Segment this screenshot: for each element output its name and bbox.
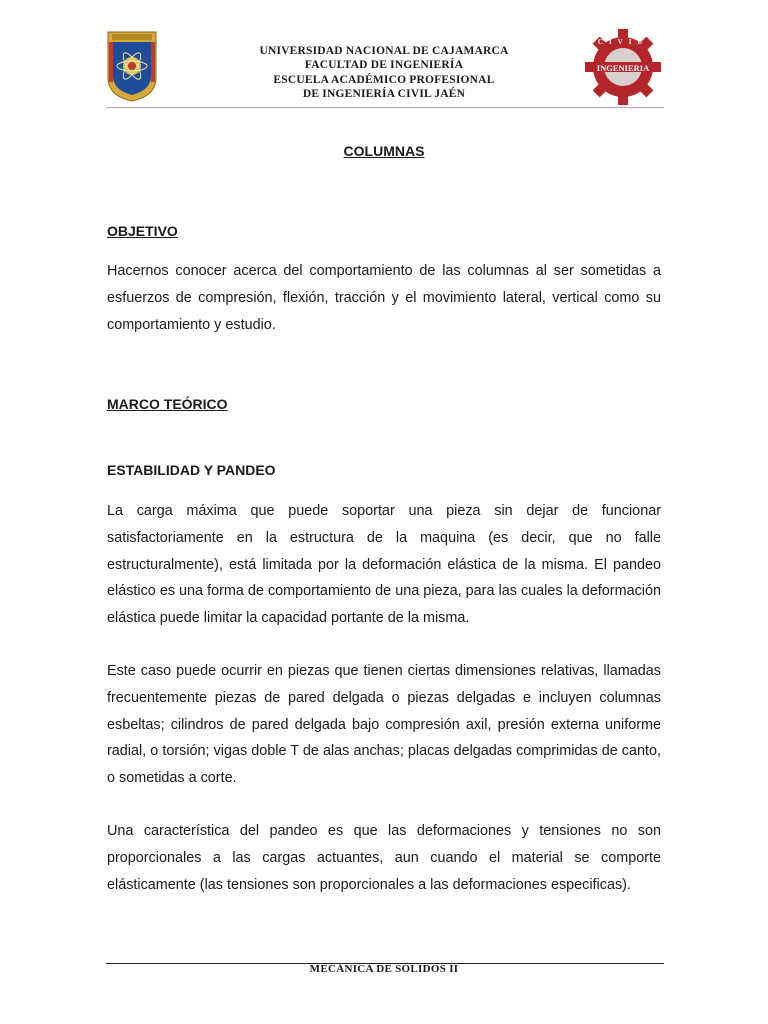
header-line-school: ESCUELA ACADÉMICO PROFESIONAL <box>273 73 495 86</box>
section-heading-objetivo: OBJETIVO <box>107 223 178 239</box>
section-heading-marco-teorico: MARCO TEÓRICO <box>107 396 228 412</box>
header-line-university: UNIVERSIDAD NACIONAL DE CAJAMARCA <box>259 45 509 57</box>
header-line-program: DE INGENIERÍA CIVIL JAÉN <box>302 87 466 100</box>
body-paragraph-1: La carga máxima que puede soportar una pieza sin dejar de funcionar satisfactoriamente en la estructura de la maquina (es decir, que no falle estructuralmente), está limitada por la deformación elástica de la misma. El pandeo elástico es una forma de comportamiento de una pieza, para las cuales la deformación elástica puede limitar la capacidad portante de la misma. <box>107 503 661 627</box>
header-divider <box>106 107 664 108</box>
objetivo-paragraph: Hacernos conocer acerca del comportamiento de las columnas al ser sometidas a esfuerzos de compresión, flexión, tracción y el movimiento lateral, vertical como su comportamiento y estudio. <box>107 263 661 333</box>
header-line-faculty: FACULTAD DE INGENIERÍA <box>304 59 464 72</box>
gear-letters: CIVIL <box>597 38 649 46</box>
page-footer: MECÁNICA DE SÓLIDOS II <box>309 963 459 975</box>
section-heading-estabilidad-pandeo: ESTABILIDAD Y PANDEO <box>107 462 276 478</box>
page-title: COLUMNAS <box>343 143 425 159</box>
institution-name <box>216 44 552 101</box>
body-paragraph-2: Este caso puede ocurrir en piezas que tienen ciertas dimensiones relativas, llamadas frecuentemente piezas de pared delgada o piezas delgadas e incluyen columnas esbeltas; cilindros de pared delgada bajo compresión axil, presión externa uniforme radial, o torsión; vigas doble T de alas anchas; placas delgadas comprimidas de canto, o sometidas a corte. <box>107 663 661 787</box>
body-paragraph-3: Una característica del pandeo es que las deformaciones y tensiones no son proporcionales a las cargas actuantes, aun cuando el material se comporte elásticamente (las tensiones son proporcionales a las deformaciones especificas). <box>107 823 661 893</box>
page-header <box>106 28 664 108</box>
gear-label: INGENIERIA <box>596 63 650 73</box>
civil-engineering-gear-icon <box>582 28 664 106</box>
university-crest-icon <box>106 30 158 102</box>
